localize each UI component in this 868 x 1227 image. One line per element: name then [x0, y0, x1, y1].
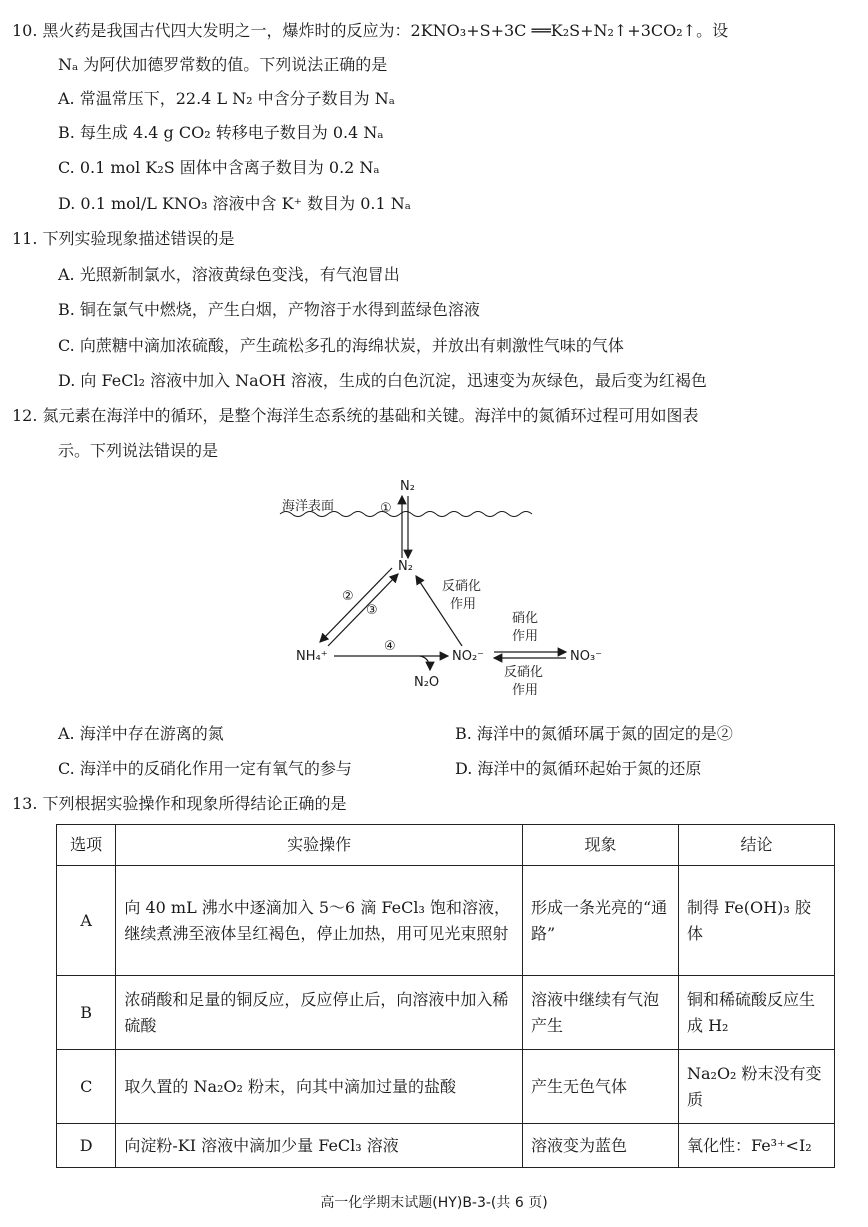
row-c-phenomenon: 产生无色气体 — [522, 1050, 678, 1124]
q10-option-d: D. 0.1 mol/L KNO₃ 溶液中含 K⁺ 数目为 0.1 Nₐ — [58, 194, 411, 213]
n2o-label: N₂O — [414, 675, 440, 690]
q12-stem-line2: 示。下列说法错误的是 — [58, 441, 219, 460]
q11-option-d: D. 向 FeCl₂ 溶液中加入 NaOH 溶液，生成的白色沉淀，迅速变为灰绿色，最后变为红褐色 — [58, 371, 707, 390]
row-b-operation: 浓硝酸和足量的铜反应，反应停止后，向溶液中加入稀硫酸 — [116, 976, 523, 1050]
table-row — [57, 1124, 835, 1168]
q11-stem: 11. 下列实验现象描述错误的是 — [12, 229, 235, 248]
row-d-phenomenon: 溶液变为蓝色 — [522, 1124, 678, 1168]
q13-stem: 13. 下列根据实验操作和现象所得结论正确的是 — [12, 794, 347, 813]
q11-option-b: B. 铜在氯气中燃烧，产生白烟，产物溶于水得到蓝绿色溶液 — [58, 300, 480, 319]
row-b-phenomenon: 溶液中继续有气泡产生 — [522, 976, 678, 1050]
row-d-option: D — [57, 1124, 116, 1168]
q11-option-a: A. 光照新制氯水，溶液黄绿色变浅，有气泡冒出 — [58, 265, 400, 284]
q10-stem-line1: 10. 黑火药是我国古代四大发明之一，爆炸时的反应为：2KNO₃+S+3C ══K₂S+N₂↑+3CO₂↑。设 — [12, 21, 729, 40]
row-c-operation: 取久置的 Na₂O₂ 粉末，向其中滴加过量的盐酸 — [116, 1050, 523, 1124]
no2-label: NO₂⁻ — [452, 649, 485, 664]
q12-option-b: B. 海洋中的氮循环属于氮的固定的是② — [455, 724, 733, 743]
denitrify-left-label-1: 反硝化 — [442, 579, 482, 594]
row-a-conclusion: 制得 Fe(OH)₃ 胶体 — [678, 866, 834, 976]
table-row — [57, 976, 835, 1050]
q12-option-c: C. 海洋中的反硝化作用一定有氧气的参与 — [58, 759, 352, 778]
step1-label: ① — [380, 501, 392, 516]
nitrify-label-2: 作用 — [512, 629, 539, 644]
q10-option-c: C. 0.1 mol K₂S 固体中含离子数目为 0.2 Nₐ — [58, 158, 380, 177]
header-option: 选项 — [57, 825, 116, 866]
header-phenomenon: 现象 — [522, 825, 678, 866]
table-header-row — [57, 825, 835, 866]
row-a-operation: 向 40 mL 沸水中逐滴加入 5～6 滴 FeCl₃ 饱和溶液，继续煮沸至液体呈红褐色，停止加热，用可见光束照射 — [116, 866, 523, 976]
header-operation: 实验操作 — [116, 825, 523, 866]
experiment-table — [56, 824, 835, 1168]
n2-mid-label: N₂ — [398, 559, 413, 574]
arrow-nh4-to-n2 — [328, 574, 398, 646]
step3-label: ③ — [366, 603, 378, 618]
q10-stem-line2: Nₐ 为阿伏加德罗常数的值。下列说法正确的是 — [58, 55, 388, 74]
arrow-to-n2o — [420, 656, 430, 670]
q10-option-a: A. 常温常压下，22.4 L N₂ 中含分子数目为 Nₐ — [58, 89, 395, 108]
header-conclusion: 结论 — [678, 825, 834, 866]
row-b-conclusion: 铜和稀硫酸反应生成 H₂ — [678, 976, 834, 1050]
q10-option-b: B. 每生成 4.4 g CO₂ 转移电子数目为 0.4 Nₐ — [58, 123, 384, 142]
row-d-conclusion: 氧化性：Fe³⁺<I₂ — [678, 1124, 834, 1168]
denitrify-right-label-1: 反硝化 — [504, 665, 544, 680]
n2-top-label: N₂ — [400, 479, 415, 494]
nitrogen-cycle-diagram — [270, 470, 610, 700]
row-a-option: A — [57, 866, 116, 976]
sea-surface-label: 海洋表面 — [282, 499, 335, 514]
page-footer: 高一化学期末试题(HY)B-3-(共 6 页) — [320, 1195, 548, 1211]
row-a-phenomenon: 形成一条光亮的“通路” — [522, 866, 678, 976]
q12-option-a: A. 海洋中存在游离的氮 — [58, 724, 224, 743]
row-b-option: B — [57, 976, 116, 1050]
q12-option-d: D. 海洋中的氮循环起始于氮的还原 — [455, 759, 702, 778]
q11-option-c: C. 向蔗糖中滴加浓硫酸，产生疏松多孔的海绵状炭，并放出有刺激性气味的气体 — [58, 336, 624, 355]
nitrify-label-1: 硝化 — [512, 611, 539, 626]
q12-stem-line1: 12. 氮元素在海洋中的循环，是整个海洋生态系统的基础和关键。海洋中的氮循环过程可用如图表 — [12, 406, 699, 425]
nh4-label: NH₄⁺ — [296, 649, 328, 664]
denitrify-left-label-2: 作用 — [450, 597, 477, 612]
table-row — [57, 1050, 835, 1124]
row-c-option: C — [57, 1050, 116, 1124]
row-d-operation: 向淀粉-KI 溶液中滴加少量 FeCl₃ 溶液 — [116, 1124, 523, 1168]
arrow-n2-to-nh4 — [320, 568, 392, 642]
no3-label: NO₃⁻ — [570, 649, 603, 664]
denitrify-right-label-2: 作用 — [512, 683, 539, 698]
table-row — [57, 866, 835, 976]
row-c-conclusion: Na₂O₂ 粉末没有变质 — [678, 1050, 834, 1124]
step4-label: ④ — [384, 639, 396, 654]
step2-label: ② — [342, 589, 354, 604]
